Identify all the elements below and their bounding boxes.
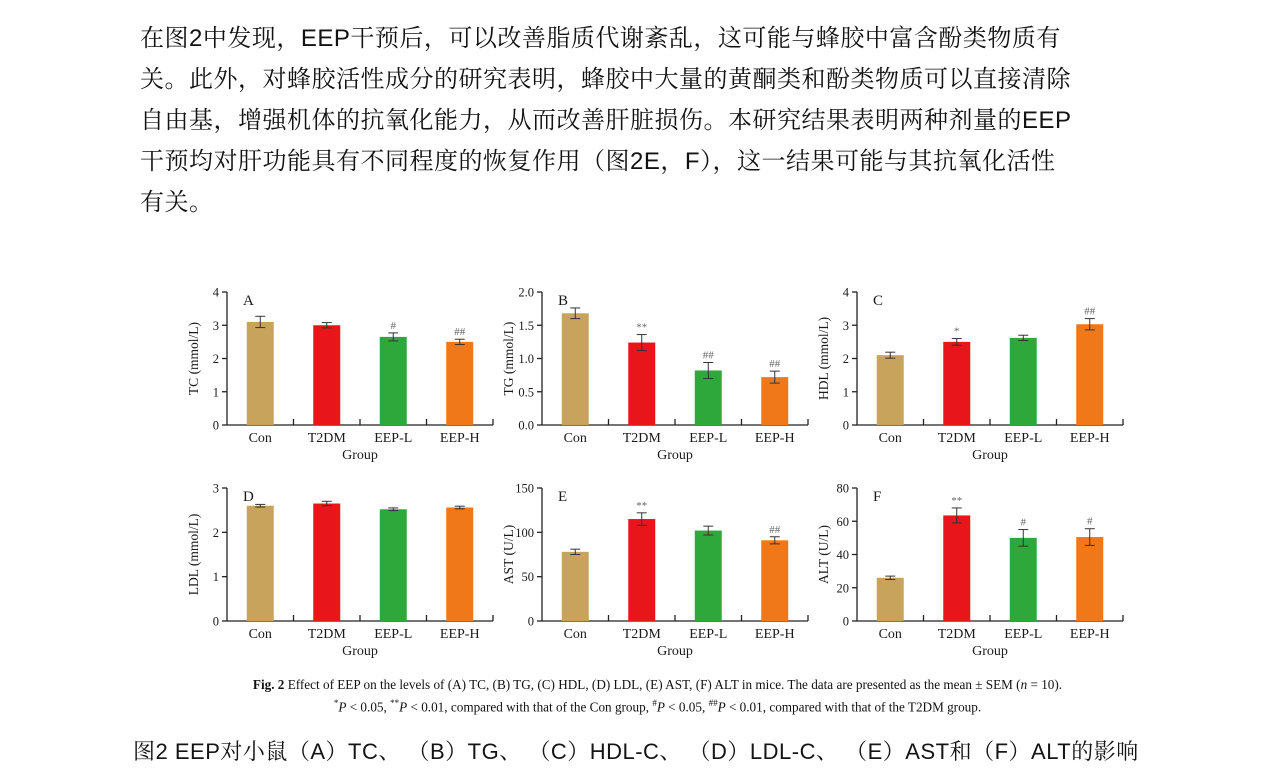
y-tick-label: 0 — [212, 614, 219, 629]
x-category-label: EEP-L — [689, 431, 728, 446]
x-axis-label: Group — [342, 448, 378, 463]
bar-EEP-H — [1076, 537, 1103, 621]
significance-annotation: # — [1020, 516, 1026, 529]
figure-caption-english — [165, 675, 1150, 716]
chart-panel-E — [497, 472, 812, 668]
caption-segment: * — [333, 698, 339, 708]
y-tick-label: 1 — [212, 385, 219, 400]
x-category-label: EEP-L — [1004, 627, 1043, 642]
significance-annotation: ## — [769, 358, 781, 371]
paragraph-line: 在图2中发现，EEP干预后，可以改善脂质代谢紊乱，这可能与蜂胶中富含酚类物质有 — [140, 25, 1061, 52]
panel-letter: F — [873, 489, 882, 505]
y-tick-label: 0 — [842, 614, 849, 629]
bar-Con — [877, 578, 904, 621]
significance-annotation: # — [390, 319, 396, 332]
bar-EEP-H — [1076, 324, 1103, 425]
y-axis-label: HDL (mmol/L) — [816, 316, 831, 401]
caption-segment: = 10). — [1027, 677, 1063, 692]
x-category-label: Con — [563, 431, 587, 446]
y-tick-label: 50 — [521, 570, 534, 585]
y-axis-label: TG (mmol/L) — [501, 321, 516, 396]
y-tick-label: 1.5 — [518, 318, 534, 333]
x-category-label: EEP-L — [689, 627, 728, 642]
x-category-label: EEP-L — [374, 627, 413, 642]
bar-EEP-H — [761, 540, 788, 621]
x-category-label: Con — [248, 431, 272, 446]
bar-Con — [562, 313, 589, 425]
y-tick-label: 2 — [212, 352, 219, 366]
x-axis-label: Group — [657, 448, 693, 463]
x-category-label: EEP-H — [754, 627, 795, 642]
significance-annotation: ** — [951, 494, 963, 507]
y-tick-label: 0 — [212, 418, 219, 433]
y-axis-label: ALT (U/L) — [816, 525, 831, 584]
x-category-label: EEP-H — [754, 431, 795, 446]
x-category-label: EEP-L — [374, 431, 413, 446]
y-tick-label: 0.0 — [518, 418, 534, 433]
x-category-label: EEP-H — [1069, 627, 1110, 642]
y-tick-label: 2.0 — [518, 285, 534, 300]
caption-segment: P — [399, 699, 408, 715]
bar-T2DM — [313, 504, 340, 621]
x-category-label: T2DM — [307, 431, 346, 446]
y-tick-label: 100 — [515, 525, 534, 540]
significance-annotation: ## — [702, 349, 714, 362]
caption-segment: P — [656, 699, 665, 715]
bar-EEP-H — [761, 377, 788, 425]
y-tick-label: 3 — [212, 481, 219, 496]
y-axis-label: AST (U/L) — [501, 524, 516, 585]
caption-segment: Fig. 2 — [252, 677, 285, 692]
x-category-label: T2DM — [937, 627, 976, 642]
bar-EEP-L — [380, 337, 407, 425]
figure-2 — [165, 276, 1150, 716]
caption-line-1 — [165, 675, 1150, 694]
panel-letter: A — [243, 293, 254, 309]
caption-segment: < 0.05, — [346, 699, 391, 715]
bar-T2DM — [628, 519, 655, 621]
significance-annotation: ## — [769, 523, 781, 536]
y-tick-label: 1.0 — [518, 352, 534, 366]
bar-EEP-L — [380, 509, 407, 621]
x-category-label: Con — [248, 627, 272, 642]
y-tick-label: 150 — [515, 481, 534, 496]
significance-annotation: # — [1087, 515, 1093, 528]
significance-annotation: * — [954, 325, 960, 338]
caption-line-2 — [165, 694, 1150, 716]
paragraph-line: 干预均对肝功能具有不同程度的恢复作用（图2E，F），这一结果可能与其抗氧化活性 — [140, 148, 1056, 175]
bar-T2DM — [943, 342, 970, 425]
x-category-label: T2DM — [622, 627, 661, 642]
x-category-label: T2DM — [307, 627, 346, 642]
bar-EEP-H — [446, 508, 473, 621]
bar-Con — [877, 355, 904, 425]
x-category-label: T2DM — [622, 431, 661, 446]
x-axis-label: Group — [972, 644, 1008, 659]
x-axis-label: Group — [342, 644, 378, 659]
bar-T2DM — [628, 343, 655, 425]
chart-panel-D — [182, 472, 497, 668]
y-tick-label: 1 — [212, 570, 219, 585]
paragraph-line: 关。此外，对蜂胶活性成分的研究表明，蜂胶中大量的黄酮类和酚类物质可以直接清除 — [140, 66, 1071, 93]
y-tick-label: 0 — [527, 614, 534, 629]
y-tick-label: 4 — [212, 285, 219, 300]
y-tick-label: 3 — [212, 318, 219, 333]
x-axis-label: Group — [657, 644, 693, 659]
y-axis-label: LDL (mmol/L) — [186, 513, 201, 596]
caption-segment: Effect of EEP on the levels of (A) TC, (B) TG, (C) HDL, (D) LDL, (E) AST, (F) ALT in mice. The data are presented as the mean ± SEM ( — [284, 677, 1021, 692]
y-tick-label: 40 — [836, 548, 849, 562]
chart-panel-F — [812, 472, 1127, 668]
bar-EEP-L — [695, 531, 722, 621]
y-tick-label: 20 — [836, 581, 849, 596]
y-tick-label: 0.5 — [518, 385, 534, 400]
bar-T2DM — [313, 325, 340, 425]
y-axis-label: TC (mmol/L) — [186, 321, 201, 396]
caption-segment: < 0.01, compared with that of the T2DM group. — [725, 699, 982, 715]
bar-Con — [247, 506, 274, 621]
significance-annotation: ## — [1084, 305, 1096, 318]
panel-letter: B — [558, 293, 569, 309]
paragraph-line: 自由基，增强机体的抗氧化能力，从而改善肝脏损伤。本研究结果表明两种剂量的EEP — [140, 107, 1072, 134]
x-category-label: EEP-H — [1069, 431, 1110, 446]
panel-letter: E — [558, 489, 568, 505]
x-category-label: Con — [563, 627, 587, 642]
y-tick-label: 2 — [842, 352, 849, 366]
paragraph-line: 有关。 — [140, 189, 214, 216]
y-tick-label: 3 — [842, 318, 849, 333]
panel-letter: C — [873, 293, 884, 309]
bar-Con — [562, 552, 589, 621]
x-axis-label: Group — [972, 448, 1008, 463]
significance-annotation: ** — [636, 499, 648, 512]
y-tick-label: 1 — [842, 385, 849, 400]
body-paragraph — [140, 18, 1180, 223]
y-tick-label: 2 — [212, 525, 219, 540]
bar-T2DM — [943, 515, 970, 621]
figure-caption-chinese: 图2 EEP对小鼠（A）TC、 （B）TG、 （C）HDL-C、 （D）LDL-C、 （E）AST和（F）ALT的影响 — [133, 739, 1139, 764]
chart-panel-A — [182, 276, 497, 472]
caption-segment: n — [1020, 677, 1028, 692]
panel-letter: D — [243, 489, 254, 505]
x-category-label: Con — [878, 627, 902, 642]
bar-EEP-L — [1010, 538, 1037, 621]
caption-segment: # — [652, 698, 657, 708]
x-category-label: Con — [878, 431, 902, 446]
caption-segment: < 0.05, — [664, 699, 709, 715]
x-category-label: EEP-L — [1004, 431, 1043, 446]
bar-EEP-H — [446, 342, 473, 425]
bar-EEP-L — [1010, 338, 1037, 425]
caption-segment: < 0.01, compared with that of the Con group, — [407, 699, 653, 715]
chart-panel-C — [812, 276, 1127, 472]
caption-segment: ## — [708, 698, 718, 708]
y-tick-label: 60 — [836, 514, 849, 529]
bar-Con — [247, 322, 274, 425]
x-category-label: T2DM — [937, 431, 976, 446]
y-tick-label: 80 — [836, 481, 849, 496]
caption-segment: P — [338, 699, 347, 715]
caption-segment: ** — [390, 698, 400, 708]
significance-annotation: ## — [454, 326, 466, 339]
caption-segment: P — [717, 699, 726, 715]
significance-annotation: ** — [636, 321, 648, 334]
x-category-label: EEP-H — [439, 627, 480, 642]
x-category-label: EEP-H — [439, 431, 480, 446]
y-tick-label: 0 — [842, 418, 849, 433]
y-tick-label: 4 — [842, 285, 849, 300]
charts-grid — [182, 276, 1150, 668]
chart-panel-B — [497, 276, 812, 472]
